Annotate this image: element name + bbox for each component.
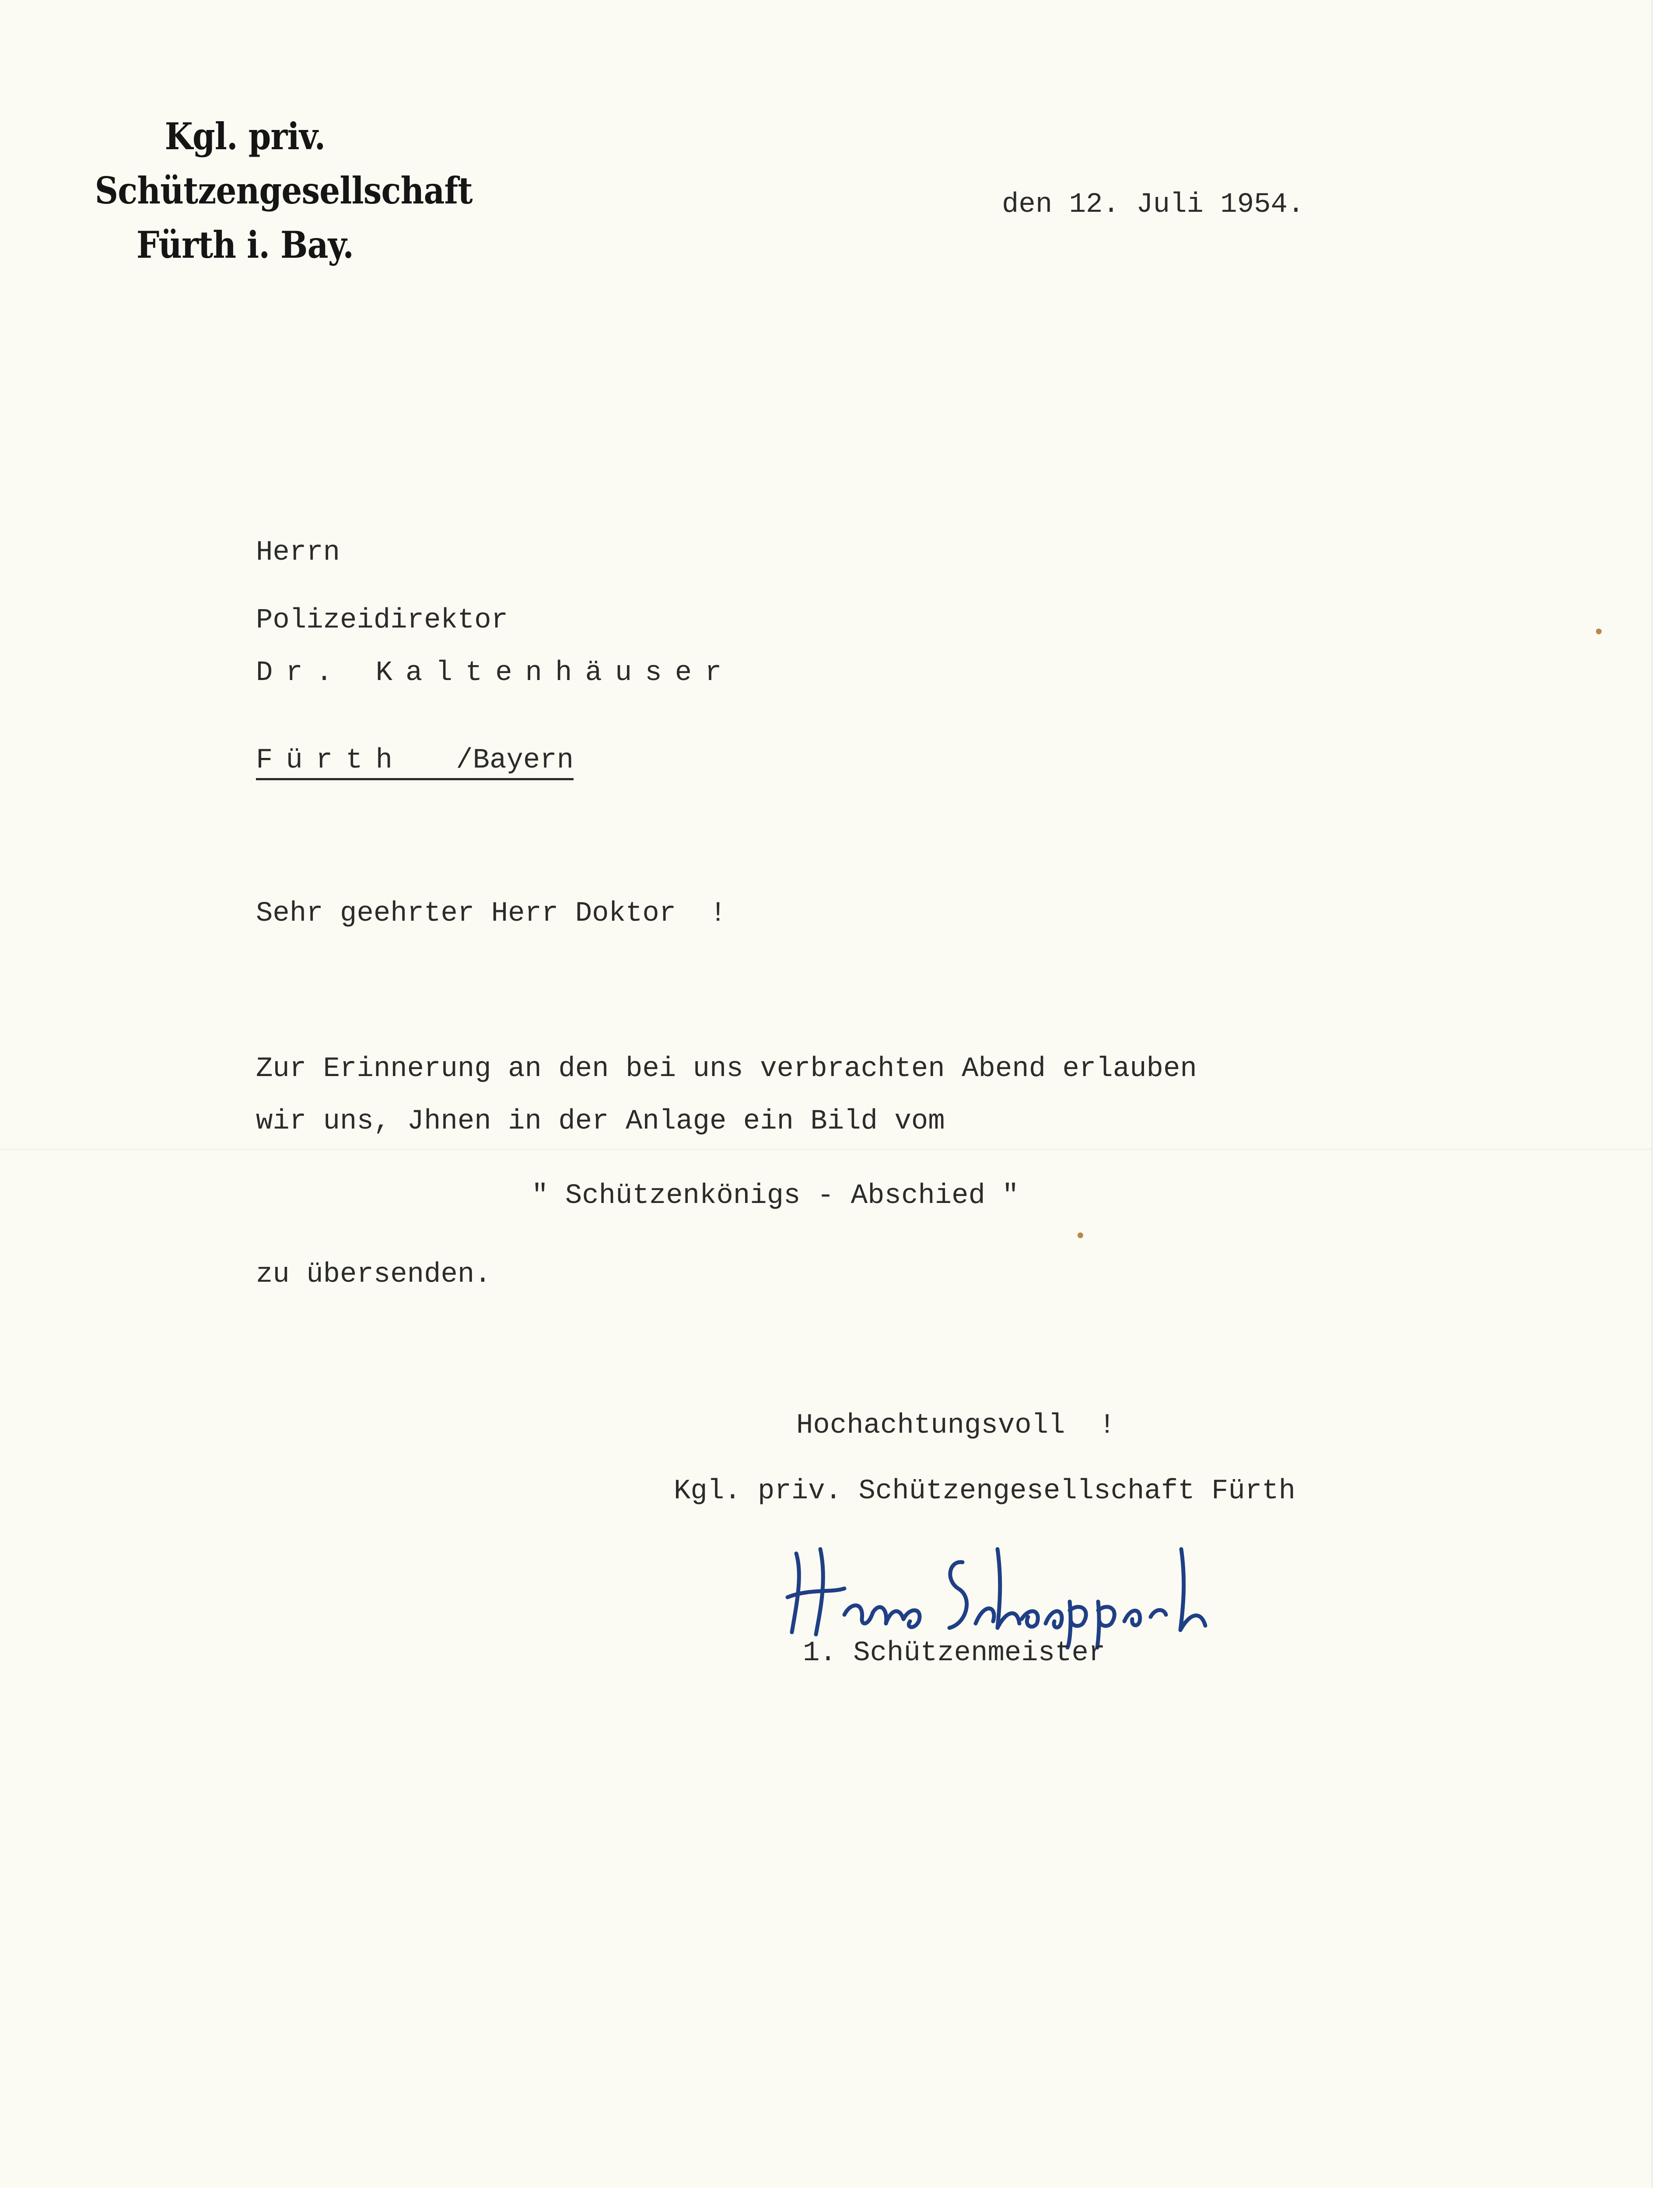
recipient-name: Dr. Kaltenhäuser	[256, 657, 735, 689]
paper-fold	[0, 1149, 1652, 1150]
letter-date: den 12. Juli 1954.	[1002, 189, 1305, 221]
paper-speck: •	[1074, 1225, 1087, 1249]
recipient-position: Polizeidirektor	[256, 605, 508, 636]
closing-formula: Hochachtungsvoll !	[796, 1410, 1116, 1441]
recipient-region: /Bayern	[456, 745, 574, 780]
address-gap	[406, 745, 456, 780]
greeting: Sehr geehrter Herr Doktor !	[256, 898, 727, 929]
body-line-2: wir uns, Jhnen in der Anlage ein Bild vom	[256, 1106, 945, 1137]
recipient-city: Fürth	[256, 745, 406, 780]
letterhead-line-3: Fürth i. Bay.	[136, 223, 354, 266]
letterhead-line-2: Schützengesellschaft	[94, 169, 472, 212]
signer-title: 1. Schützenmeister	[803, 1637, 1106, 1669]
scan-edge-right	[1652, 0, 1680, 2188]
body-line-1: Zur Erinnerung an den bei uns verbrachten Abend erlauben	[256, 1053, 1197, 1085]
recipient-address	[256, 744, 574, 777]
letterhead-line-1: Kgl. priv.	[164, 115, 326, 158]
paper-speck: •	[1592, 621, 1605, 645]
body-line-3: zu übersenden.	[256, 1259, 491, 1290]
recipient-herrn: Herrn	[256, 537, 340, 568]
closing-organization: Kgl. priv. Schützengesellschaft Fürth	[674, 1476, 1296, 1507]
letterhead	[74, 109, 472, 272]
handwritten-signature	[779, 1536, 1225, 1650]
body-quote: " Schützenkönigs - Abschied "	[532, 1180, 1019, 1212]
